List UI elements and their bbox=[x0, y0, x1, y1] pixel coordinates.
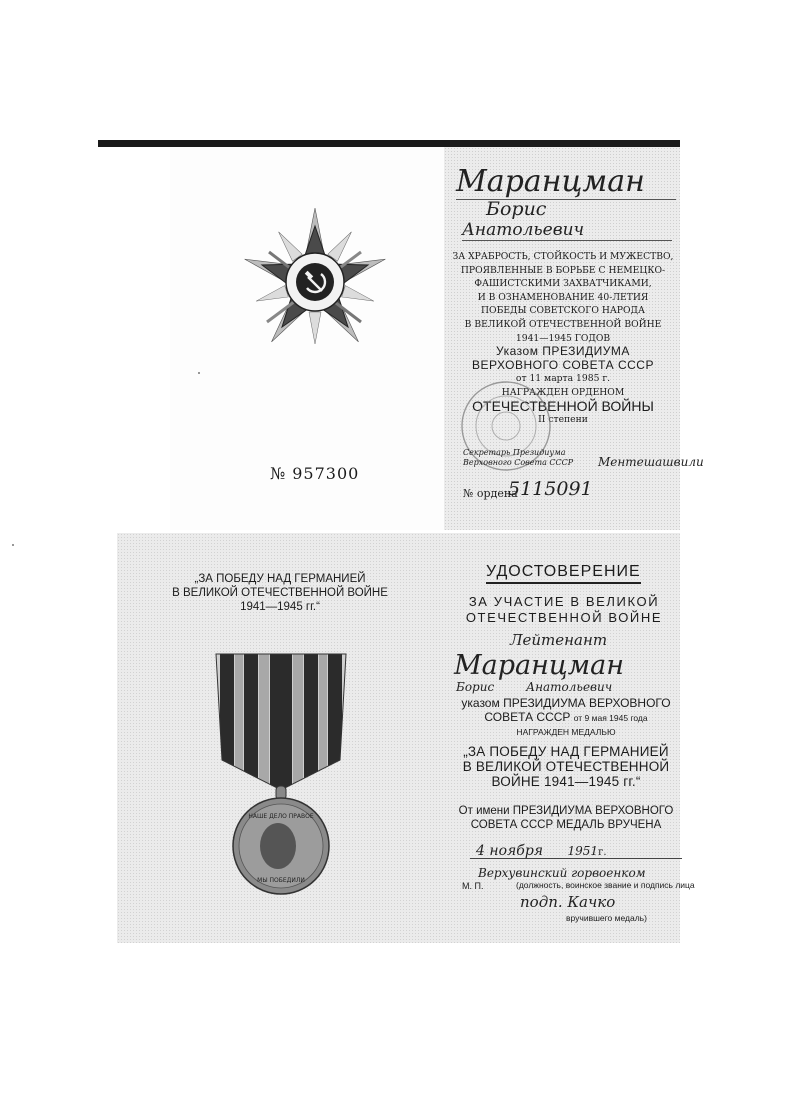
medal-heading bbox=[150, 572, 410, 614]
decree-date: от 11 марта 1985 г. bbox=[515, 373, 611, 385]
medal-heading-line: „ЗА ПОБЕДУ НАД ГЕРМАНИЕЙ bbox=[194, 573, 366, 585]
medal-name-line: В ВЕЛИКОЙ ОТЕЧЕСТВЕННОЙ bbox=[462, 759, 670, 774]
date-year: 1951 bbox=[567, 844, 599, 858]
position-caption: (должность, воинское звание и подпись лица bbox=[516, 880, 695, 890]
medal-recipient-first-name: Борис bbox=[456, 680, 495, 694]
medal-inscription-top: НАШЕ ДЕЛО ПРАВОЕ bbox=[248, 813, 314, 820]
presentation-line: СОВЕТА СССР МЕДАЛЬ ВРУЧЕНА bbox=[470, 819, 662, 831]
medal-name-line: ВОЙНЕ 1941—1945 гг.“ bbox=[491, 774, 641, 789]
medal-inscription-bottom: МЫ ПОБЕДИЛИ bbox=[257, 877, 305, 884]
recipient-patronymic: Анатольевич bbox=[462, 220, 672, 241]
citation-line: ФАШИСТСКИМИ ЗАХВАТЧИКАМИ, bbox=[474, 278, 652, 290]
scan-speck bbox=[198, 372, 200, 374]
presentation-line: От имени ПРЕЗИДИУМА ВЕРХОВНОГО bbox=[458, 805, 674, 817]
presentation-date bbox=[476, 843, 607, 859]
seal-place-label: М. П. bbox=[462, 881, 484, 891]
decree-date: от 9 мая 1945 года bbox=[573, 713, 648, 723]
certificate-serial-number: № 957300 bbox=[270, 464, 360, 483]
medal-decree-block bbox=[449, 696, 683, 739]
secretary-line: Секретарь Президиума bbox=[463, 448, 566, 457]
citation-line: И В ОЗНАМЕНОВАНИЕ 40-ЛЕТИЯ bbox=[477, 291, 649, 303]
date-rule bbox=[470, 858, 682, 859]
medal-recipient-names bbox=[456, 680, 612, 694]
order-name: ОТЕЧЕСТВЕННОЙ ВОЙНЫ bbox=[472, 397, 654, 414]
order-degree: II степени bbox=[538, 414, 588, 426]
order-number-label: № ордена bbox=[463, 487, 518, 500]
order-number-value: 5115091 bbox=[508, 478, 593, 500]
decree-council: СОВЕТА СССР bbox=[484, 710, 571, 724]
victory-medal-icon bbox=[212, 650, 350, 905]
order-patriotic-war-icon bbox=[238, 205, 392, 359]
decree-line: указом ПРЕЗИДИУМА ВЕРХОВНОГО bbox=[461, 696, 671, 710]
medal-recipient-patronymic: Анатольевич bbox=[526, 680, 613, 694]
secretary-line: Верховного Совета СССР bbox=[463, 458, 574, 467]
citation-line: ПОБЕДЫ СОВЕТСКОГО НАРОДА bbox=[481, 305, 645, 317]
citation-line: ЗА ХРАБРОСТЬ, СТОЙКОСТЬ И МУЖЕСТВО, bbox=[452, 251, 674, 262]
participation-line: ЗА УЧАСТИЕ В ВЕЛИКОЙ bbox=[468, 594, 660, 609]
citation-line: 1941—1945 ГОДОВ bbox=[515, 332, 611, 344]
medal-recipient-surname: Маранцман bbox=[454, 650, 625, 681]
medal-name-line: „ЗА ПОБЕДУ НАД ГЕРМАНИЕЙ bbox=[463, 744, 669, 759]
date-day: 4 bbox=[476, 843, 485, 859]
decree-line bbox=[449, 710, 683, 725]
decree-line: ВЕРХОВНОГО СОВЕТА СССР bbox=[472, 357, 654, 372]
citation-line: ПРОЯВЛЕННЫЕ В БОРЬБЕ С НЕМЕЦКО- bbox=[460, 264, 666, 276]
commissioner-text: Верхувинский горвоенком bbox=[478, 866, 646, 880]
top-document-edge bbox=[98, 140, 680, 147]
awarded-medal-label: НАГРАЖДЕН МЕДАЛЬЮ bbox=[516, 727, 616, 737]
presenter-signature: подп. Качко bbox=[520, 893, 616, 911]
presenter-caption: вручившего медаль) bbox=[566, 913, 647, 923]
participation-text bbox=[446, 594, 682, 626]
citation-line: В ВЕЛИКОЙ ОТЕЧЕСТВЕННОЙ ВОЙНЕ bbox=[464, 318, 662, 330]
date-suffix: г. bbox=[598, 847, 607, 858]
recipient-rank: Лейтенант bbox=[510, 631, 608, 649]
participation-line: ОТЕЧЕСТВЕННОЙ ВОЙНЕ bbox=[465, 610, 663, 625]
medal-heading-line: В ВЕЛИКОЙ ОТЕЧЕСТВЕННОЙ ВОЙНЕ bbox=[172, 587, 388, 599]
medal-name bbox=[449, 744, 683, 789]
presentation-text bbox=[449, 804, 683, 832]
recipient-first-name: Борис bbox=[486, 198, 547, 220]
decree-line: Указом ПРЕЗИДИУМА bbox=[496, 344, 630, 359]
date-month: ноября bbox=[489, 843, 544, 859]
medal-heading-line: 1941—1945 гг.“ bbox=[240, 601, 320, 613]
awarded-label: НАГРАЖДЕН ОРДЕНОМ bbox=[501, 386, 625, 398]
scan-speck bbox=[12, 544, 14, 546]
recipient-surname: Маранцман bbox=[456, 164, 676, 200]
certificate-title: УДОСТОВЕРЕНИЕ bbox=[486, 563, 641, 584]
secretary-caption bbox=[463, 448, 573, 468]
secretary-signature: Ментешашвили bbox=[598, 455, 704, 469]
